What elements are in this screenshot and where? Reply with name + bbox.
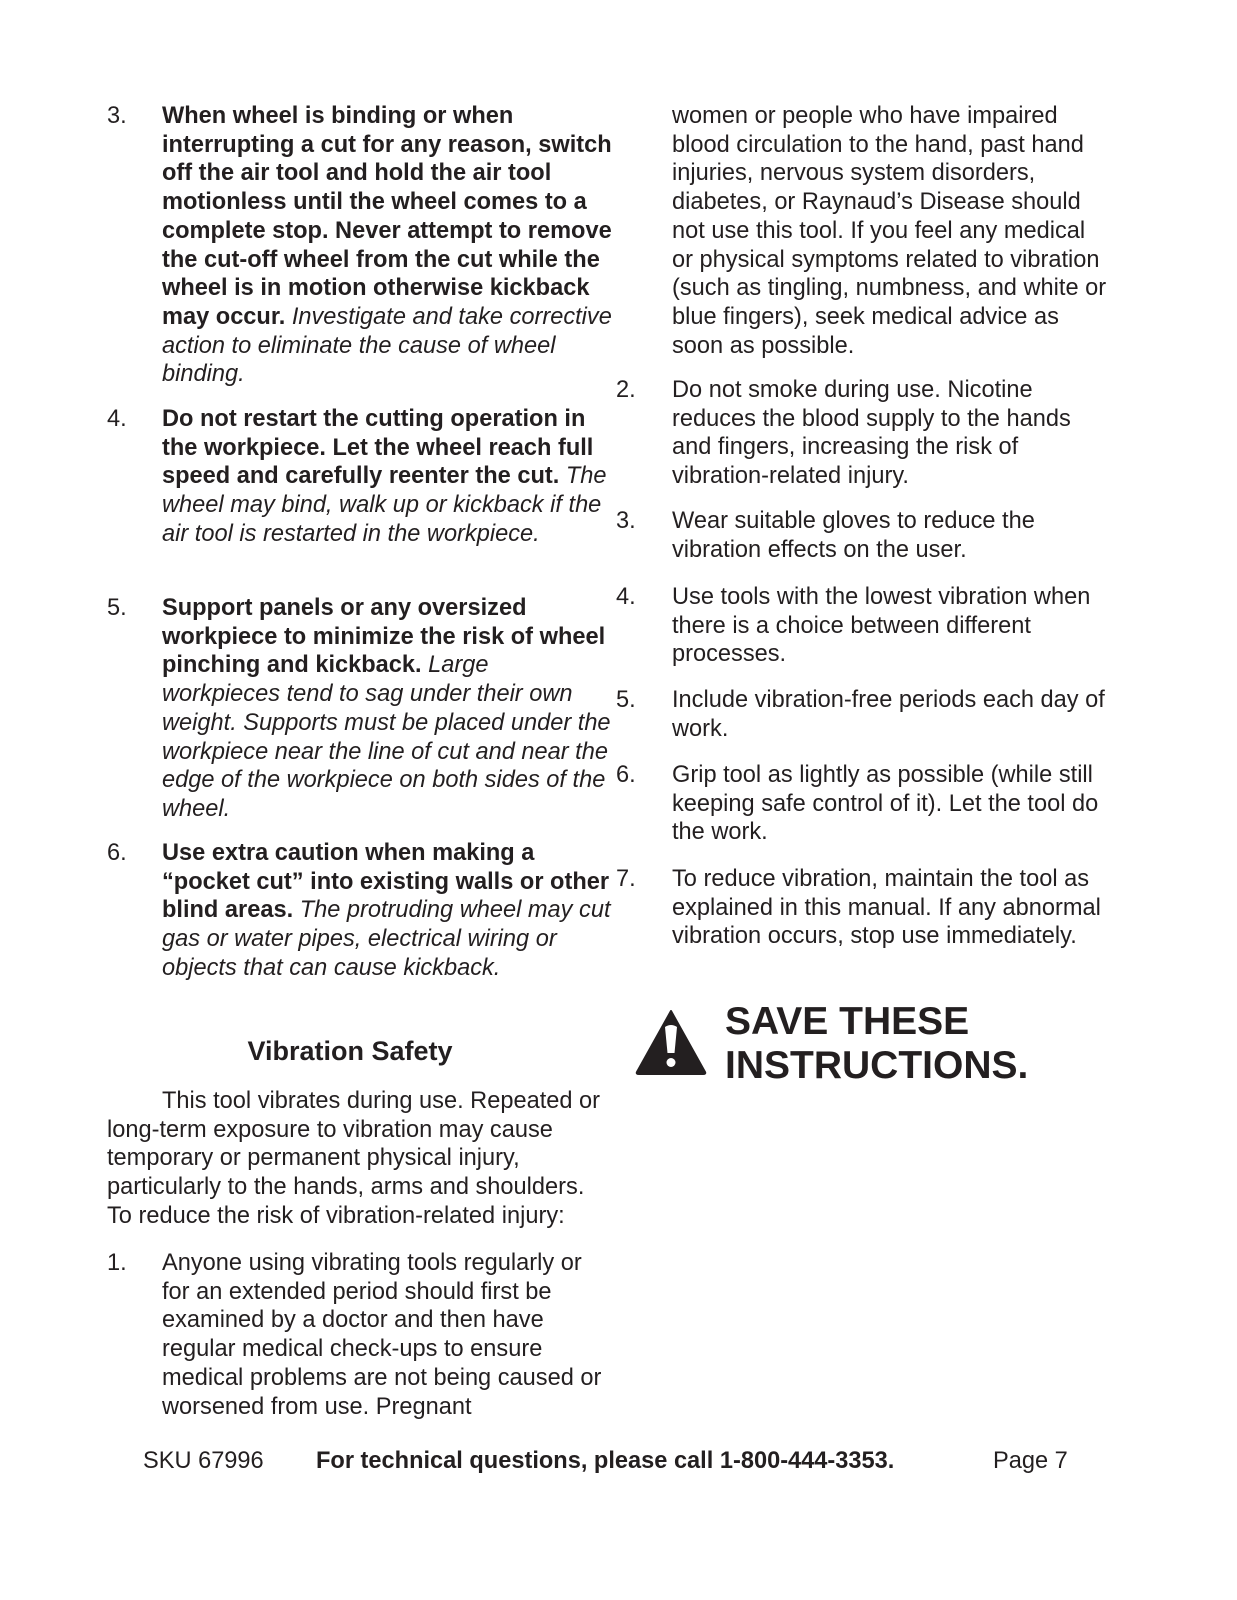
- item-text: Grip tool as lightly as possible (while still keeping safe control of it). Let the tool do the work.: [672, 762, 1099, 846]
- item-number: 5.: [616, 687, 636, 713]
- item-number: 3.: [616, 508, 636, 534]
- item-text: [162, 594, 612, 824]
- item-bold-text: When wheel is binding or when interrupting a cut for any reason, switch off the air tool and hold the air tool motionless until the wheel comes to a complete stop. Never attempt to remove the cut-off wheel from the cut while the wheel is in motion otherwise kickback may occur.: [162, 103, 612, 330]
- item-text: Anyone using vibrating tools regularly or for an extended period should first be examined by a doctor and then have regular medical check-ups to ensure medical problems are not being caused or worsened from use. Pregnant: [162, 1250, 602, 1420]
- item-italic-text: The wheel may bind, walk up or kickback if the air tool is restarted in the workpiece.: [162, 463, 607, 547]
- item-number: 2.: [616, 377, 636, 403]
- item-number: 4.: [107, 406, 127, 432]
- item-number: 6.: [616, 762, 636, 788]
- item-text: To reduce vibration, maintain the tool as explained in this manual. If any abnormal vibration occurs, stop use immediately.: [672, 866, 1101, 950]
- vibration-safety-heading: Vibration Safety: [247, 1036, 453, 1066]
- save-instructions-title: [725, 1000, 1125, 1088]
- page-footer: [0, 1447, 1237, 1477]
- sku-label: SKU 67996: [143, 1448, 264, 1474]
- warning-triangle-icon: [635, 1009, 707, 1075]
- item-bold-text: Support panels or any oversized workpiece to minimize the risk of wheel pinching and kickback.: [162, 595, 606, 679]
- technical-questions-text: For technical questions, please call 1-800-444-3353.: [316, 1448, 895, 1474]
- item-bold-text: Use extra caution when making a “pocket cut” into existing walls or other blind areas.: [162, 840, 610, 924]
- item-number: 1.: [107, 1250, 127, 1276]
- item-text: Include vibration-free periods each day of work.: [672, 687, 1105, 742]
- item-number: 7.: [616, 866, 636, 892]
- item-text: [162, 102, 612, 389]
- item-text: Do not smoke during use. Nicotine reduces the blood supply to the hands and fingers, increasing the risk of vibration-related injury.: [672, 377, 1071, 490]
- item-text: Use tools with the lowest vibration when there is a choice between different processes.: [672, 584, 1091, 668]
- item-number: 3.: [107, 103, 127, 129]
- item-italic-text: Investigate and take corrective action to eliminate the cause of wheel binding.: [162, 303, 612, 388]
- vibration-intro-paragraph: This tool vibrates during use. Repeated or long-term exposure to vibration may cause temporary or permanent physical injury, particularly to the hands, arms and shoulders. To reduce the risk of vibration-related injury:: [107, 1088, 601, 1229]
- item-text: Wear suitable gloves to reduce the vibration effects on the user.: [672, 508, 1035, 563]
- item-bold-text: Do not restart the cutting operation in the workpiece. Let the wheel reach full speed and carefully reenter the cut.: [162, 406, 594, 490]
- save-line-2: INSTRUCTIONS.: [725, 1044, 1029, 1087]
- page-number: Page 7: [993, 1448, 1068, 1474]
- item-italic-text: The protruding wheel may cut gas or water pipes, electrical wiring or objects that can cause kickback.: [162, 897, 611, 981]
- item-text: [162, 405, 612, 549]
- item-number: 6.: [107, 840, 127, 866]
- item-text: women or people who have impaired blood circulation to the hand, past hand injuries, nervous system disorders, diabetes, or Raynaud’s Disease should not use this tool. If you feel any medical or physical symptoms related to vibration (such as tingling, numbness, and white or blue fingers), seek medical advice as soon as possible.: [672, 103, 1107, 359]
- item-number: 4.: [616, 584, 636, 610]
- save-line-1: SAVE THESE: [725, 1000, 970, 1043]
- section-heading: [0, 1034, 700, 1068]
- item-text: [162, 839, 612, 983]
- item-italic-text: Large workpieces tend to sag under their own weight. Supports must be placed under the workpiece near the line of cut and near the edge of the workpiece on both sides of the wheel.: [162, 652, 611, 822]
- item-number: 5.: [107, 595, 127, 621]
- save-instructions-block: [635, 1000, 1135, 1100]
